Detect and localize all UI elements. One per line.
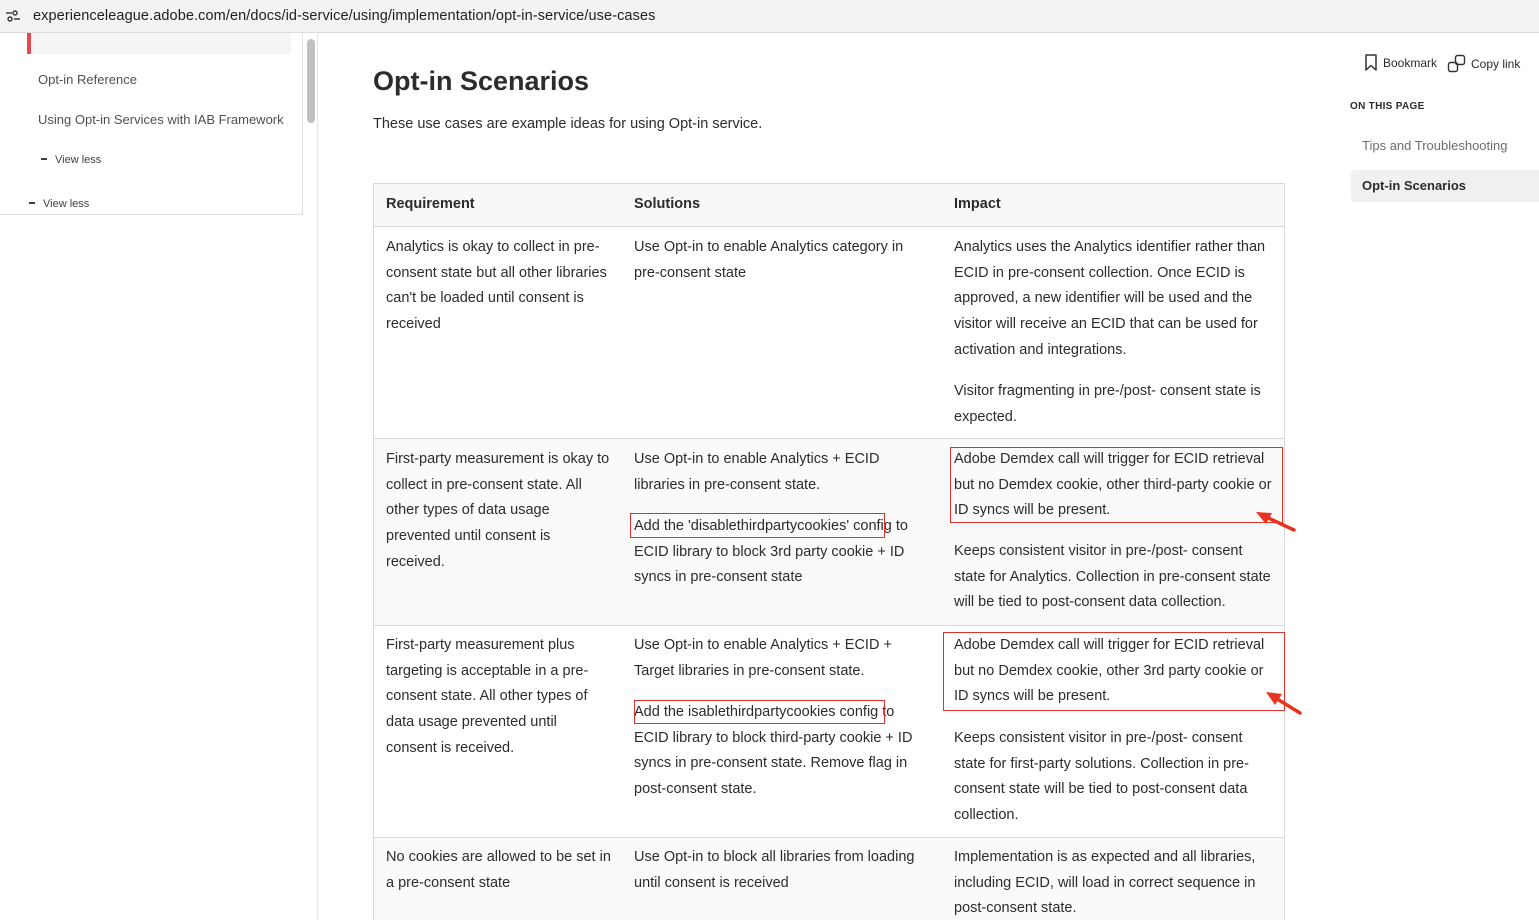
table-row-4-requirement: No cookies are allowed to be set in a pre-consent state — [386, 849, 611, 891]
highlight-box-row3-config — [634, 700, 885, 724]
header-solutions: Solutions — [634, 196, 701, 212]
header-impact: Impact — [954, 196, 1001, 212]
collapse-dash-icon — [29, 202, 35, 204]
table-row-3-solution-1: Use Opt-in to enable Analytics + ECID + Target libraries in pre-consent state. — [634, 637, 892, 679]
row-divider — [374, 625, 1284, 626]
bookmark-label: Bookmark — [1383, 55, 1438, 70]
sidebar-item-opt-in-reference[interactable]: Opt-in Reference — [38, 72, 137, 87]
view-less-outer-link[interactable]: View less — [43, 198, 90, 210]
annotation-arrow-icon — [1262, 688, 1306, 718]
address-bar[interactable] — [0, 0, 1539, 33]
table-row-2-impact-2: Keeps consistent visitor in pre-/post- consent state for Analytics. Collection in pre-consent state will be tied to post-consent data collection. — [954, 543, 1271, 611]
sidebar-item-iab-framework[interactable]: Using Opt-in Services with IAB Framework — [38, 112, 284, 127]
table-row-3-impact-2: Keeps consistent visitor in pre-/post- consent state for first-party solutions. Collection in pre-consent state will be tied to post-consent data collection. — [954, 730, 1249, 824]
url-text[interactable]: experienceleague.adobe.com/en/docs/id-service/using/implementation/opt-in-service/use-cases — [33, 8, 656, 24]
site-settings-icon[interactable] — [6, 9, 20, 23]
highlight-box-row3-impact — [943, 632, 1285, 711]
table-row-1-solution: Use Opt-in to enable Analytics category in pre-consent state — [634, 239, 904, 281]
table-row-3-solution-2: Add the isablethirdpartycookies config to ECID library to block third-party cookie + ID syncs in pre-consent state. Remove flag in post-consent state. — [634, 704, 913, 798]
table-header — [374, 184, 1284, 227]
table-row-2-requirement: First-party measurement is okay to collect in pre-consent state. All other types of data usage prevented until consent is received. — [386, 451, 610, 570]
highlight-box-row2-impact — [950, 447, 1283, 523]
table-row-2-solution-2: Add the 'disablethirdpartycookies' config to ECID library to block 3rd party cookie + ID syncs in pre-consent state — [634, 518, 908, 586]
bookmark-icon — [1364, 54, 1378, 71]
toc-item-tips[interactable]: Tips and Troubleshooting — [1362, 138, 1508, 153]
bookmark-button[interactable] — [1364, 54, 1437, 71]
on-this-page-heading: ON THIS PAGE — [1350, 101, 1425, 112]
copy-link-label: Copy link — [1471, 56, 1521, 71]
header-requirement: Requirement — [386, 196, 475, 212]
table-row-1-impact-1: Analytics uses the Analytics identifier rather than ECID in pre-consent collection. Once ECID is approved, a new identifier will be used and the visitor will receive an ECID that can be used for activation and integrations. — [954, 239, 1266, 358]
link-icon — [1447, 54, 1466, 73]
toc-item-opt-in-scenarios[interactable]: Opt-in Scenarios — [1362, 178, 1467, 193]
annotation-arrow-icon — [1250, 505, 1300, 535]
view-less-inner-link[interactable]: View less — [55, 154, 102, 166]
collapse-dash-icon — [41, 158, 47, 160]
table-row-1-requirement: Analytics is okay to collect in pre-consent state but all other libraries can't be loaded until consent is received — [386, 239, 607, 333]
table-row-1-impact-2: Visitor fragmenting in pre-/post- consent state is expected. — [954, 383, 1261, 425]
active-marker — [27, 33, 31, 54]
left-sidebar — [0, 33, 318, 920]
intro-text: These use cases are example ideas for using Opt-in service. — [373, 116, 763, 132]
copy-link-button[interactable] — [1447, 54, 1520, 73]
table-row-4-impact: Implementation is as expected and all libraries, including ECID, will load in correct sequence in post-consent state. — [954, 849, 1256, 917]
table-row-2-impact-1: Adobe Demdex call will trigger for ECID retrieval but no Demdex cookie, other third-party cookie or ID syncs will be present. — [954, 451, 1272, 519]
scenarios-table — [373, 183, 1285, 920]
table-row-3-impact-1: Adobe Demdex call will trigger for ECID retrieval but no Demdex cookie, other 3rd party cookie or ID syncs will be present. — [954, 637, 1265, 705]
table-row-3-requirement: First-party measurement plus targeting is acceptable in a pre-consent state. All other types of data usage prevented until consent is received. — [386, 637, 589, 756]
highlight-box-row2-config — [630, 513, 885, 538]
table-row-4-solution: Use Opt-in to block all libraries from loading until consent is received — [634, 849, 915, 891]
table-row-2-solution-1: Use Opt-in to enable Analytics + ECID libraries in pre-consent state. — [634, 451, 880, 493]
sidebar-active-item[interactable] — [31, 33, 291, 54]
page-title: Opt-in Scenarios — [373, 66, 590, 96]
sidebar-scrollbar-thumb[interactable] — [307, 39, 315, 123]
